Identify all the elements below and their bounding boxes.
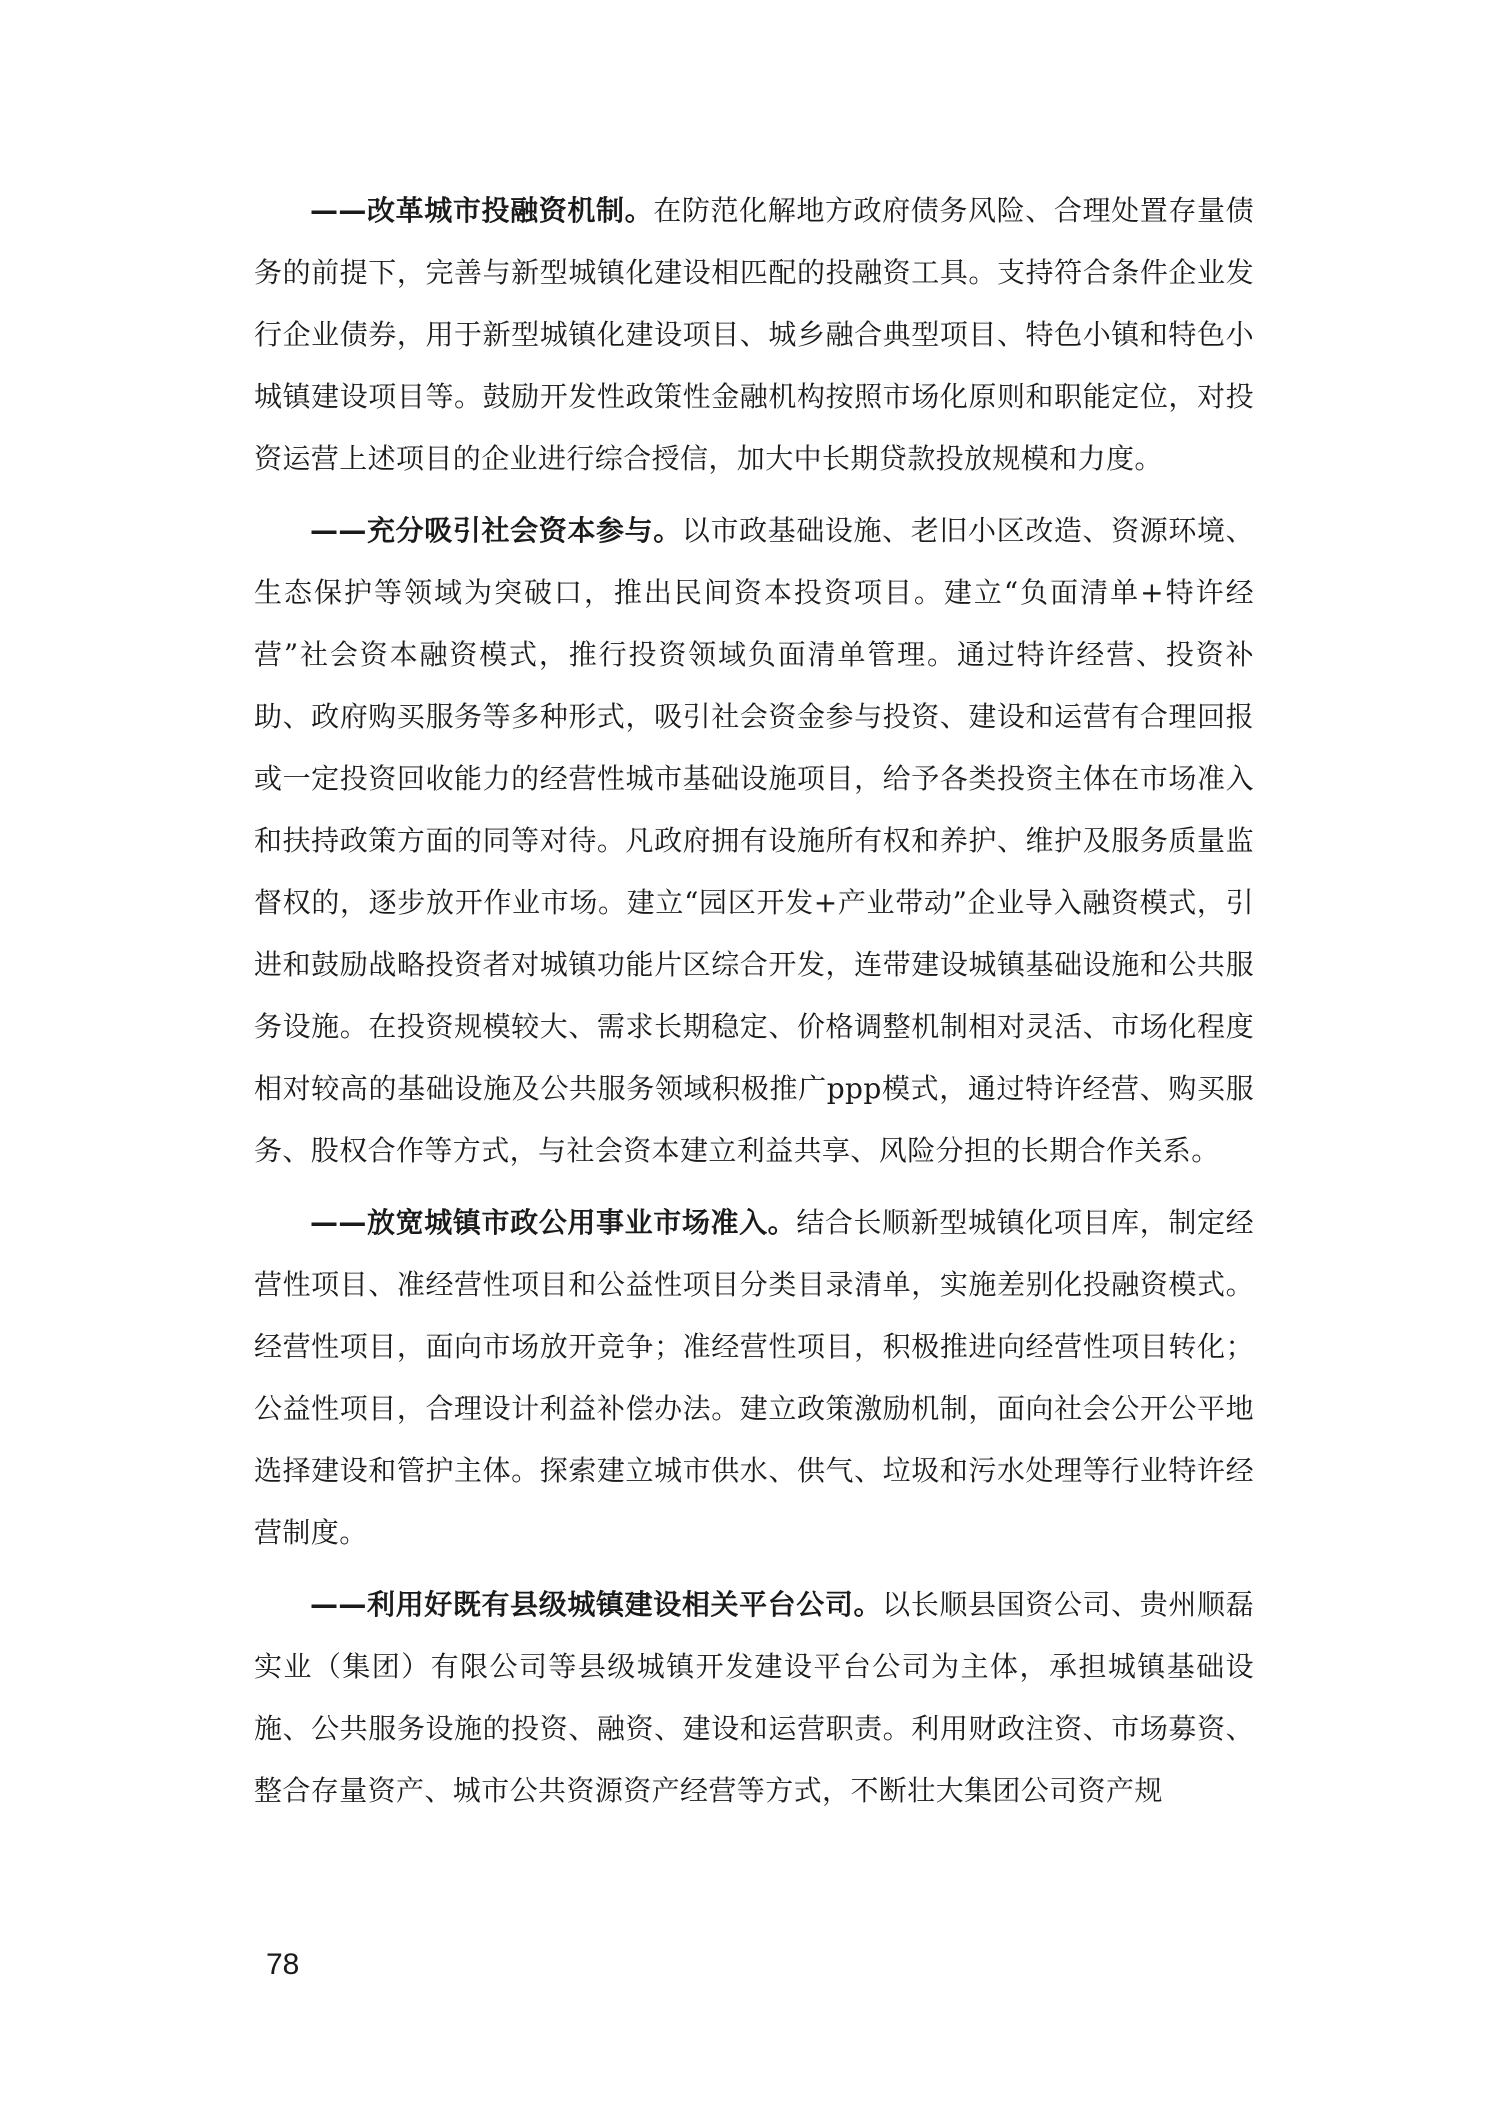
- paragraph-heading: ——放宽城镇市政公用事业市场准入。: [310, 1206, 797, 1239]
- document-body: [254, 180, 1254, 1832]
- paragraph-investment-financing: [254, 180, 1254, 490]
- paragraph-text: 以长顺县国资公司、贵州顺磊实业（集团）有限公司等县级城镇开发建设平台公司为主体，承担城镇基础设施、公共服务设施的投资、融资、建设和运营职责。利用财政注资、市场募资、整合存量资产、城市公共资源资产经营等方式，不断壮大集团公司资产规: [254, 1588, 1254, 1807]
- paragraph-text: 以市政基础设施、老旧小区改造、资源环境、生态保护等领域为突破口，推出民间资本投资项目。建立“负面清单+特许经营”社会资本融资模式，推行投资领域负面清单管理。通过特许经营、投资补助、政府购买服务等多种形式，吸引社会资金参与投资、建设和运营有合理回报或一定投资回收能力的经营性城市基础设施项目，给予各类投资主体在市场准入和扶持政策方面的同等对待。凡政府拥有设施所有权和养护、维护及服务质量监督权的，逐步放开作业市场。建立“园区开发+产业带动”企业导入融资模式，引进和鼓励战略投资者对城镇功能片区综合开发，连带建设城镇基础设施和公共服务设施。在投资规模较大、需求长期稳定、价格调整机制相对灵活、市场化程度相对较高的基础设施及公共服务领域积极推广ppp模式，通过特许经营、购买服务、股权合作等方式，与社会资本建立利益共享、风险分担的长期合作关系。: [254, 514, 1254, 1167]
- paragraph-heading: ——利用好既有县级城镇建设相关平台公司。: [310, 1588, 883, 1621]
- paragraph-text: 结合长顺新型城镇化项目库，制定经营性项目、准经营性项目和公益性项目分类目录清单，实施差别化投融资模式。经营性项目，面向市场放开竞争；准经营性项目，积极推进向经营性项目转化；公益性项目，合理设计利益补偿办法。建立政策激励机制，面向社会公开公平地选择建设和管护主体。探索建立城市供水、供气、垃圾和污水处理等行业特许经营制度。: [254, 1206, 1254, 1549]
- paragraph-social-capital: [254, 500, 1254, 1182]
- paragraph-text: 在防范化解地方政府债务风险、合理处置存量债务的前提下，完善与新型城镇化建设相匹配的投融资工具。支持符合条件企业发行企业债券，用于新型城镇化建设项目、城乡融合典型项目、特色小镇和特色小城镇建设项目等。鼓励开发性政策性金融机构按照市场化原则和职能定位，对投资运营上述项目的企业进行综合授信，加大中长期贷款投放规模和力度。: [254, 194, 1254, 475]
- paragraph-platform-companies: [254, 1574, 1254, 1822]
- paragraph-heading: ——充分吸引社会资本参与。: [310, 514, 682, 547]
- paragraph-heading: ——改革城市投融资机制。: [310, 194, 654, 227]
- paragraph-market-access: [254, 1192, 1254, 1564]
- page-number: 78: [266, 1948, 300, 1981]
